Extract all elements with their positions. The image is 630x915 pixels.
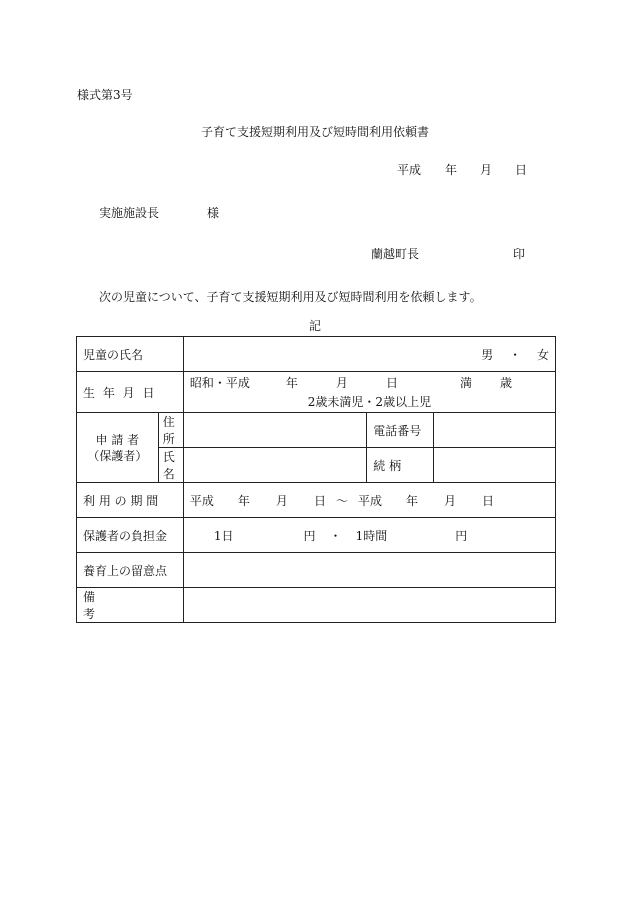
phone-field[interactable]	[434, 413, 556, 448]
applicant-label-sub: （保護者）	[87, 448, 148, 463]
fee-label: 保護者の負担金	[77, 518, 184, 553]
addressee: 実施施設長	[99, 206, 160, 220]
gender-dot: ・	[509, 347, 522, 362]
child-name-row	[77, 337, 556, 372]
gender-male[interactable]: 男	[481, 347, 494, 362]
addressee-honorific: 様	[207, 206, 220, 220]
birth-age-note: 2歳未満児・2歳以上児	[307, 395, 432, 409]
mayor-title: 蘭越町長	[371, 247, 420, 261]
fee-per-day: 1日	[213, 528, 234, 543]
period-end-day: 日	[482, 493, 495, 508]
notes-field[interactable]	[183, 553, 555, 588]
date-month: 月	[480, 163, 493, 177]
applicant-name-field[interactable]	[183, 448, 366, 483]
relation-label: 続 柄	[367, 448, 434, 483]
fee-per-hour: 1時間	[355, 528, 388, 543]
birth-age: 歳	[499, 376, 512, 390]
birth-era: 昭和・平成	[189, 376, 250, 390]
birth-year: 年	[285, 376, 298, 390]
seal-mark: 印	[513, 247, 526, 261]
fee-yen-day: 円	[303, 528, 316, 543]
gender-female[interactable]: 女	[536, 347, 549, 362]
fee-dot: ・	[329, 528, 342, 543]
birth-field[interactable]	[183, 372, 555, 413]
period-start-year: 年	[237, 493, 250, 508]
request-form-table	[76, 336, 556, 623]
fee-field[interactable]	[183, 518, 555, 553]
birth-row	[77, 372, 556, 413]
period-end-month: 月	[444, 493, 457, 508]
child-name-label: 児童の氏名	[77, 337, 184, 372]
request-text: 次の児童について、子育て支援短期利用及び短時間利用を依頼します。	[99, 290, 482, 304]
date-era: 平成	[397, 163, 422, 177]
period-end-year: 年	[405, 493, 418, 508]
form-number: 様式第3号	[77, 88, 133, 102]
period-label: 利 用 の 期 間	[77, 483, 184, 518]
date-year: 年	[445, 163, 458, 177]
remarks-row	[77, 588, 556, 623]
fee-row	[77, 518, 556, 553]
ki-heading: 記	[308, 319, 321, 333]
address-field[interactable]	[183, 413, 366, 448]
applicant-name-label: 氏 名	[158, 448, 183, 483]
period-row	[77, 483, 556, 518]
phone-label: 電話番号	[367, 413, 434, 448]
birth-full: 満	[459, 376, 472, 390]
address-row	[77, 413, 556, 448]
applicant-label	[77, 413, 159, 483]
period-start-day: 日	[313, 493, 326, 508]
birth-month: 月	[335, 376, 348, 390]
child-name-field[interactable]	[183, 337, 555, 372]
date-day: 日	[515, 163, 528, 177]
remarks-label: 備 考	[77, 588, 184, 623]
remarks-field[interactable]	[183, 588, 555, 623]
period-end-era: 平成	[357, 493, 382, 508]
document-title: 子育て支援短期利用及び短時間利用依頼書	[200, 125, 429, 139]
birth-label: 生 年 月 日	[77, 372, 184, 413]
applicant-label-main: 申 請 者	[95, 432, 140, 447]
relation-field[interactable]	[434, 448, 556, 483]
period-start-era: 平成	[189, 493, 214, 508]
fee-yen-hour: 円	[455, 528, 468, 543]
notes-label: 養育上の留意点	[77, 553, 184, 588]
address-label: 住 所	[158, 413, 183, 448]
birth-day: 日	[385, 376, 398, 390]
period-start-month: 月	[275, 493, 288, 508]
notes-row	[77, 553, 556, 588]
period-field[interactable]	[183, 483, 555, 518]
period-tilde: ～	[335, 493, 348, 508]
